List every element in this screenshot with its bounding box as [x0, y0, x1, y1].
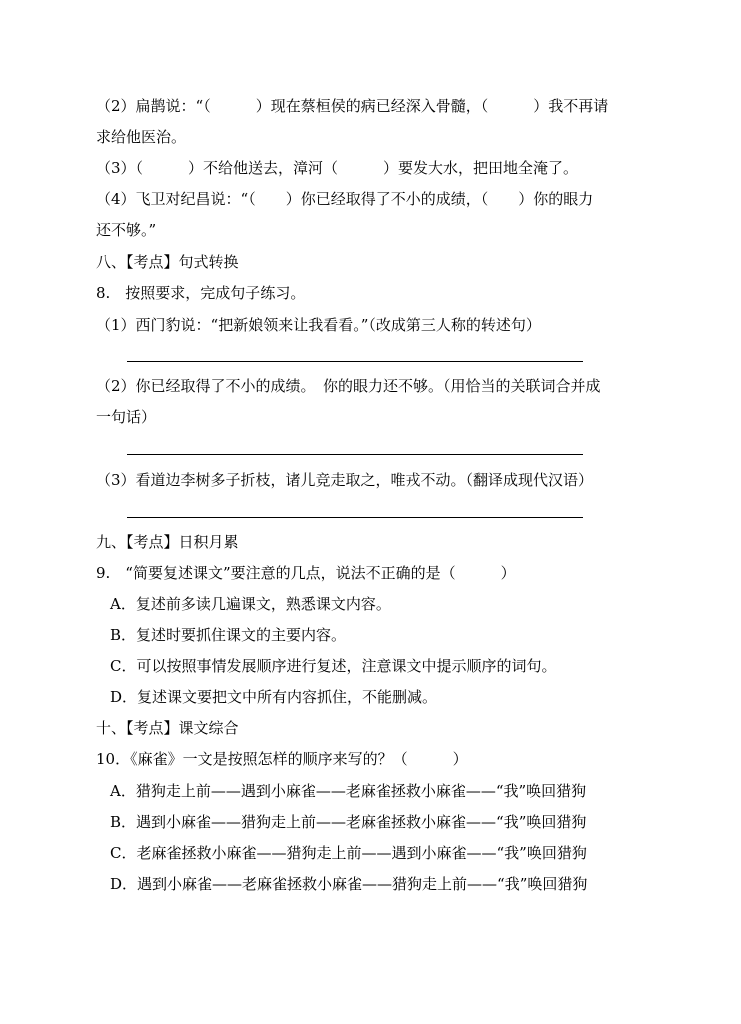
q9-option-a: A．复述前多读几遍课文，熟悉课文内容。: [110, 595, 391, 613]
question-9: 9. “简要复述课文”要注意的几点，说法不正确的是（ ）: [96, 564, 516, 582]
q10-option-d: D．遇到小麻雀——老麻雀拯救小麻雀——猎狗走上前——“我”唤回猎狗: [110, 875, 588, 893]
q7-item3: （3）（ ）不给他送去，漳河（ ）要发大水，把田地全淹了。: [96, 159, 579, 177]
q10-option-c: C．老麻雀拯救小麻雀——猎狗走上前——遇到小麻雀——“我”唤回猎狗: [110, 844, 587, 862]
section-9-header: 九、【考点】日积月累: [96, 533, 239, 551]
section-8-header: 八、【考点】句式转换: [96, 253, 239, 271]
answer-line-3[interactable]: [127, 517, 583, 518]
question-10: 10．《麻雀》一文是按照怎样的顺序来写的？（ ）: [96, 750, 468, 768]
q10-option-b: B．遇到小麻雀——猎狗走上前——老麻雀拯救小麻雀——“我”唤回猎狗: [110, 813, 587, 831]
q7-item2-line2: 求给他医治。: [96, 128, 187, 146]
q8-item1: （1）西门豹说：“把新娘领来让我看看。”（改成第三人称的转述句）: [96, 316, 541, 334]
q8-item3: （3）看道边李树多子折枝，诸儿竞走取之，唯戎不动。（翻译成现代汉语）: [96, 471, 594, 489]
q9-option-b: B．复述时要抓住课文的主要内容。: [110, 626, 347, 644]
q7-item4-line2: 还不够。”: [96, 221, 157, 239]
answer-line-1[interactable]: [127, 361, 583, 362]
q7-item4-line1: （4）飞卫对纪昌说：“（ ）你已经取得了不小的成绩，（ ）你的眼力: [96, 190, 594, 208]
q8-item2-line2: 一句话）: [96, 408, 157, 426]
answer-line-2[interactable]: [127, 454, 583, 455]
q8-item2-line1: （2）你已经取得了不小的成绩。 你的眼力还不够。（用恰当的关联词合并成: [96, 377, 601, 395]
question-8: 8. 按照要求，完成句子练习。: [96, 284, 306, 302]
q9-option-d: D．复述课文要把文中所有内容抓住，不能删减。: [110, 688, 438, 706]
q10-option-a: A．猎狗走上前——遇到小麻雀——老麻雀拯救小麻雀——“我”唤回猎狗: [110, 782, 587, 800]
q7-item2-line1: （2）扁鹊说：“（ ）现在蔡桓侯的病已经深入骨髓，（ ）我不再请: [96, 97, 609, 115]
q9-option-c: C．可以按照事情发展顺序进行复述，注意课文中提示顺序的词句。: [110, 657, 557, 675]
section-10-header: 十、【考点】课文综合: [96, 719, 239, 737]
